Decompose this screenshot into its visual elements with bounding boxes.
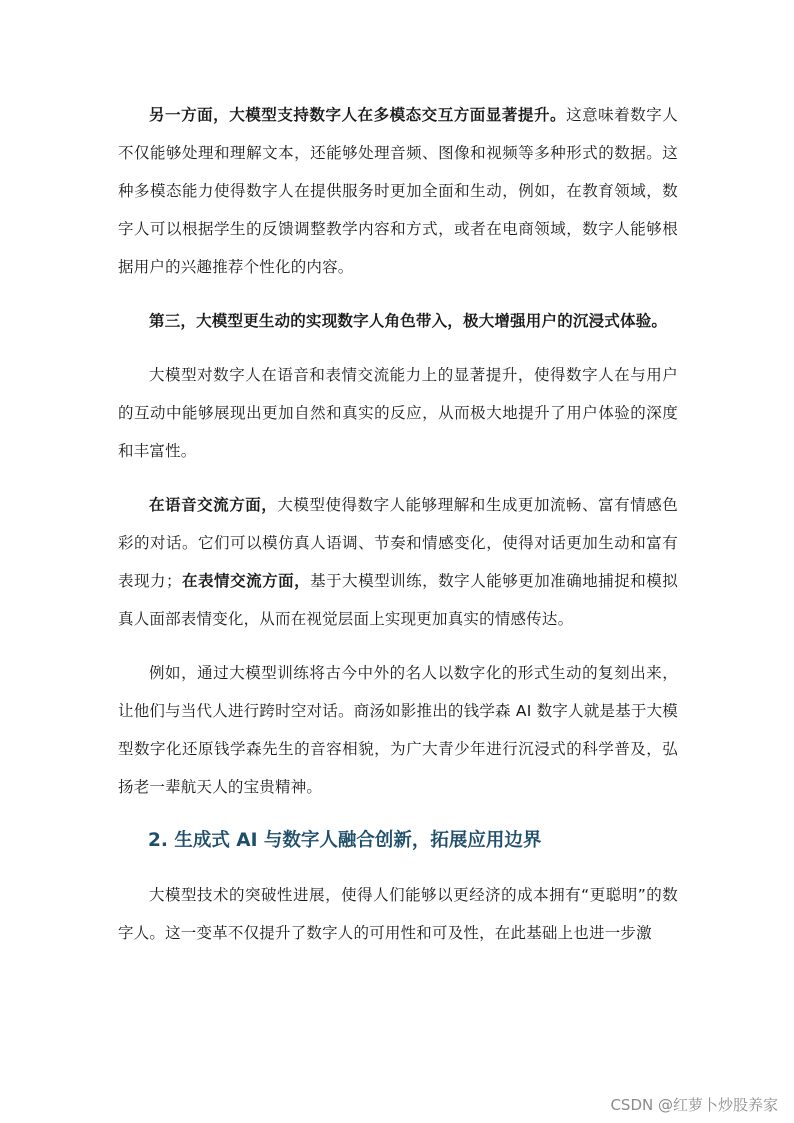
paragraph-third-point: 第三，大模型更生动的实现数字人角色带入，极大增强用户的沉浸式体验。 [149, 312, 668, 330]
section-heading: 2. 生成式 AI 与数字人融合创新，拓展应用边界 [148, 830, 542, 851]
paragraph-lead-bold: 在语音交流方面， [149, 496, 278, 514]
watermark: CSDN @红萝卜炒股养家 [610, 1096, 778, 1114]
paragraph-text: 基于大模型训练，数字人能够更加准确地捕捉和模拟真人面部表情变化，从而在视觉层面上实现更加真实的情感传达。 [118, 572, 678, 628]
paragraph-multimodal [118, 96, 678, 286]
document-body [118, 96, 678, 952]
paragraph-text: 这意味着数字人不仅能够处理和理解文本，还能够处理音频、图像和视频等多种形式的数据。这种多模态能力使得数字人在提供服务时更加全面和生动，例如，在教育领域，数字人可以根据学生的反馈调整教学内容和方式，或者在电商领域，数字人能够根据用户的兴趣推荐个性化的内容。 [118, 106, 679, 276]
paragraph-breakthrough: 大模型技术的突破性进展，使得人们能够以更经济的成本拥有“更聪明”的数字人。这一变革不仅提升了数字人的可用性和可及性，在此基础上也进一步激 [118, 886, 678, 942]
paragraph-example: 例如，通过大模型训练将古今中外的名人以数字化的形式生动的复刻出来，让他们与当代人进行跨时空对话。商汤如影推出的钱学森 AI 数字人就是基于大模型数字化还原钱学森先生的音容相貌，为广大青少年进行沉浸式的科学普及，弘扬老一辈航天人的宝贵精神。 [118, 664, 678, 796]
paragraph-text: 大模型使得数字人能够理解和生成更加流畅、富有情感色彩的对话。它们可以模仿真人语调、节奏和情感变化，使得对话更加生动和富有表现力； [118, 496, 678, 590]
paragraph-lead-bold: 在表情交流方面， [181, 572, 311, 590]
paragraph-voice-expression: 大模型对数字人在语音和表情交流能力上的显著提升，使得数字人在与用户的互动中能够展现出更加自然和真实的反应，从而极大地提升了用户体验的深度和丰富性。 [118, 366, 678, 460]
paragraph-voice-communication [118, 486, 678, 638]
paragraph-lead-bold: 另一方面，大模型支持数字人在多模态交互方面显著提升。 [149, 106, 567, 124]
